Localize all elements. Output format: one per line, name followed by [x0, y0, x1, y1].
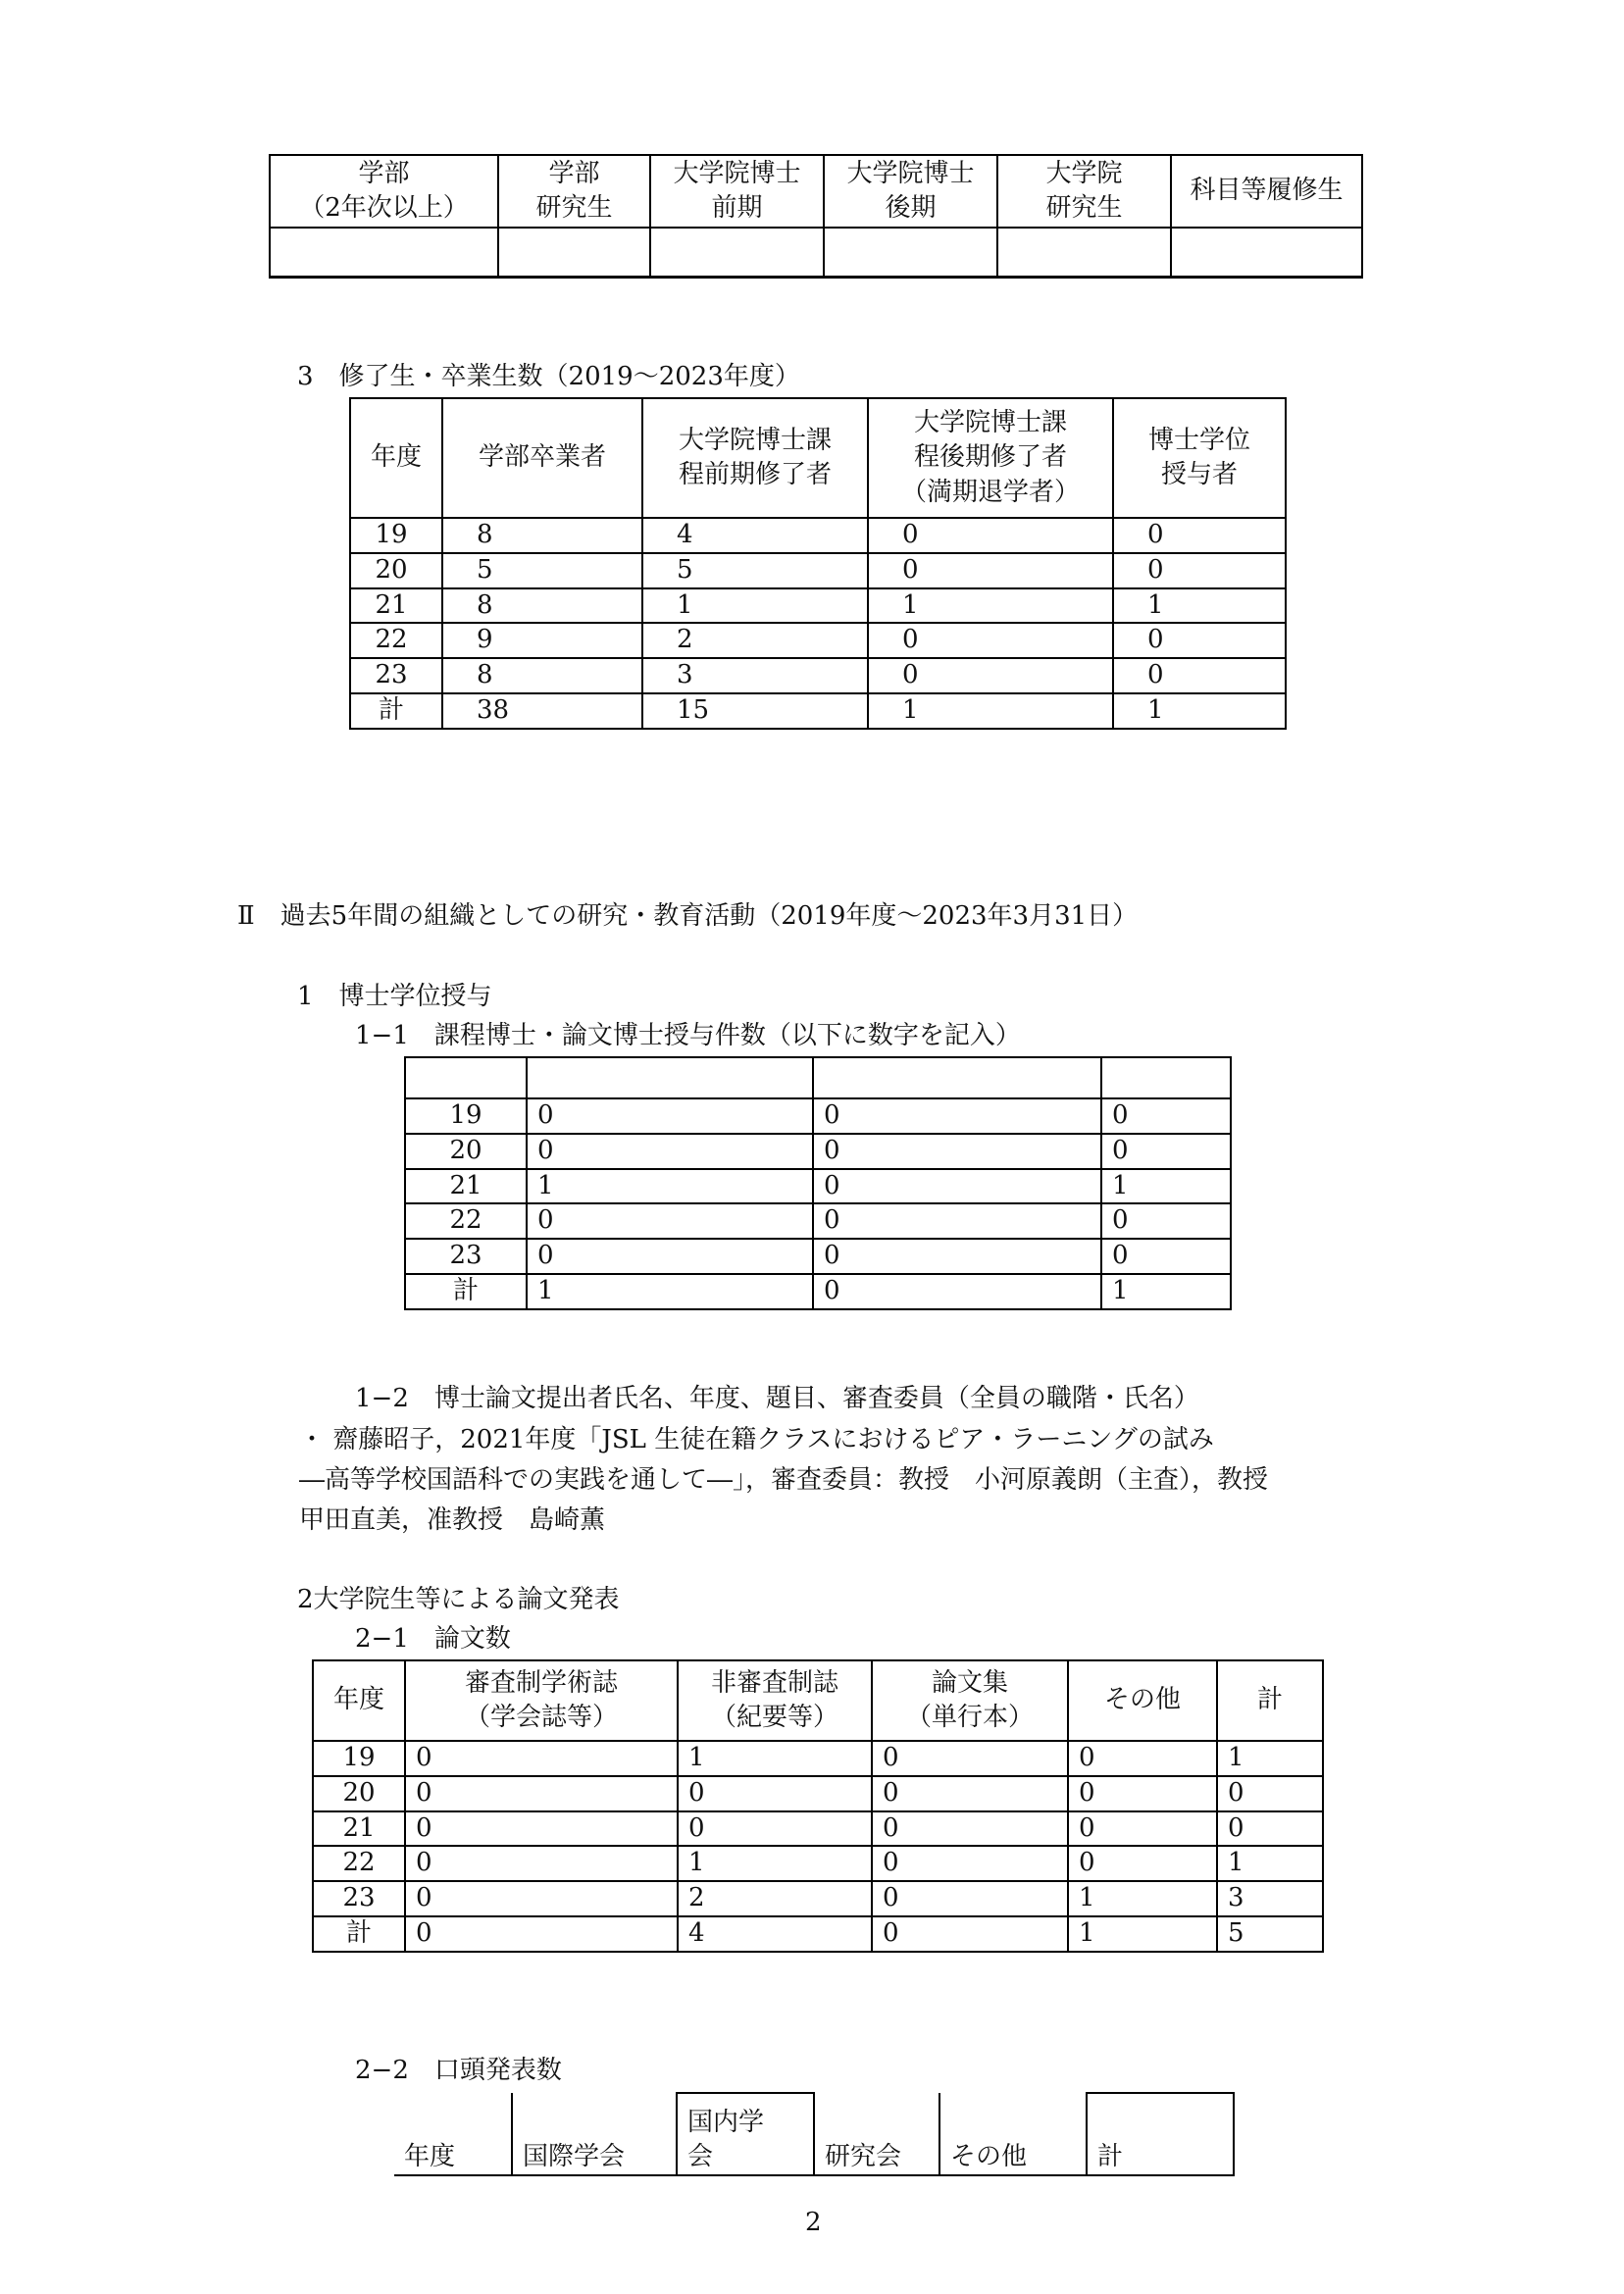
value-cell: 0 — [1101, 1239, 1231, 1274]
graduates-table — [349, 397, 1287, 730]
value-cell: 4 — [642, 518, 868, 553]
value-cell: 1 — [527, 1169, 813, 1204]
table-row — [350, 518, 1286, 553]
enrollment-table — [269, 154, 1363, 279]
value-cell: 3 — [1217, 1881, 1323, 1916]
year-cell: 22 — [313, 1846, 405, 1881]
year-cell: 計 — [405, 1274, 527, 1309]
papers-table-body — [313, 1741, 1323, 1952]
value-cell: 1 — [1113, 693, 1286, 729]
table-row — [350, 693, 1286, 729]
value-cell: 0 — [813, 1239, 1101, 1274]
value-cell: 5 — [442, 553, 642, 588]
doctorate-table-body — [405, 1098, 1231, 1309]
header-cell: その他 — [939, 2093, 1087, 2175]
value-cell: 1 — [1101, 1169, 1231, 1204]
graduates-table-body — [350, 518, 1286, 729]
sub12-title: 1−2 博士論文提出者氏名、年度、題目、審査委員（全員の職階・氏名） — [355, 1384, 1199, 1413]
value-cell: 0 — [405, 1846, 678, 1881]
year-cell: 計 — [313, 1916, 405, 1952]
value-cell: 0 — [1217, 1776, 1323, 1811]
value-cell: 0 — [1101, 1098, 1231, 1134]
value-cell: 0 — [1101, 1203, 1231, 1239]
value-cell — [270, 228, 498, 277]
year-cell: 21 — [405, 1169, 527, 1204]
table-row — [405, 1169, 1231, 1204]
value-cell: 0 — [813, 1134, 1101, 1169]
value-cell — [997, 228, 1171, 277]
table-row — [313, 1741, 1323, 1776]
table-row — [350, 658, 1286, 693]
header-cell — [527, 1057, 813, 1098]
value-cell: 0 — [872, 1846, 1068, 1881]
value-cell: 0 — [813, 1098, 1101, 1134]
value-cell: 0 — [1217, 1811, 1323, 1847]
papers-table — [312, 1659, 1324, 1953]
thesis-line-3: 甲田直美，准教授 島崎薫 — [299, 1505, 606, 1535]
value-cell: 1 — [868, 588, 1113, 624]
header-cell: 非審査制誌 （紀要等） — [678, 1660, 872, 1741]
value-cell: 1 — [1217, 1741, 1323, 1776]
header-cell: その他 — [1068, 1660, 1217, 1741]
thesis-line-2: ―高等学校国語科での実践を通して―」，審査委員：教授 小河原義朗（主査），教授 — [299, 1465, 1269, 1495]
value-cell: 1 — [1101, 1274, 1231, 1309]
table-row — [350, 623, 1286, 658]
header-cell: 年度 — [350, 398, 442, 518]
value-cell: 2 — [678, 1881, 872, 1916]
year-cell: 21 — [313, 1811, 405, 1847]
value-cell: 4 — [678, 1916, 872, 1952]
value-cell: 0 — [527, 1203, 813, 1239]
value-cell: 0 — [1113, 553, 1286, 588]
table-row — [313, 1881, 1323, 1916]
table-row — [405, 1134, 1231, 1169]
value-cell: 0 — [868, 623, 1113, 658]
year-cell: 22 — [350, 623, 442, 658]
value-cell: 0 — [872, 1741, 1068, 1776]
value-cell: 1 — [678, 1741, 872, 1776]
value-cell: 0 — [405, 1811, 678, 1847]
header-cell: 大学院博士 前期 — [650, 155, 824, 228]
value-cell: 0 — [813, 1274, 1101, 1309]
value-cell: 0 — [405, 1776, 678, 1811]
value-cell: 0 — [1068, 1776, 1217, 1811]
year-cell: 23 — [313, 1881, 405, 1916]
sub11-title: 1−1 課程博士・論文博士授与件数（以下に数字を記入） — [355, 1021, 1021, 1050]
header-cell: 大学院 研究生 — [997, 155, 1171, 228]
value-cell: 5 — [642, 553, 868, 588]
table-row — [313, 1811, 1323, 1847]
value-cell: 0 — [813, 1169, 1101, 1204]
value-cell: 0 — [868, 553, 1113, 588]
value-cell: 1 — [1113, 588, 1286, 624]
value-cell: 0 — [872, 1776, 1068, 1811]
value-cell — [498, 228, 650, 277]
value-cell: 0 — [868, 658, 1113, 693]
table-row — [313, 1916, 1323, 1952]
value-cell: 0 — [872, 1811, 1068, 1847]
header-cell: 論文集 （単行本） — [872, 1660, 1068, 1741]
value-cell: 1 — [642, 588, 868, 624]
year-cell: 20 — [313, 1776, 405, 1811]
sub21-title: 2−1 論文数 — [355, 1624, 511, 1654]
header-cell: 大学院博士課 程後期修了者 （満期退学者） — [868, 398, 1113, 518]
value-cell: 0 — [1101, 1134, 1231, 1169]
value-cell: 0 — [1113, 658, 1286, 693]
value-cell: 0 — [872, 1881, 1068, 1916]
table-row — [405, 1098, 1231, 1134]
table-row — [350, 553, 1286, 588]
table-row — [405, 1203, 1231, 1239]
oral-table — [394, 2092, 1235, 2176]
header-cell — [405, 1057, 527, 1098]
year-cell: 19 — [313, 1741, 405, 1776]
value-cell: 0 — [1113, 623, 1286, 658]
value-cell: 9 — [442, 623, 642, 658]
year-cell: 19 — [350, 518, 442, 553]
value-cell: 1 — [527, 1274, 813, 1309]
value-cell: 8 — [442, 518, 642, 553]
value-cell — [1171, 228, 1362, 277]
value-cell: 0 — [405, 1881, 678, 1916]
header-cell: 年度 — [313, 1660, 405, 1741]
value-cell: 0 — [1068, 1846, 1217, 1881]
header-cell — [1101, 1057, 1231, 1098]
value-cell — [650, 228, 824, 277]
header-cell: 大学院博士 後期 — [824, 155, 997, 228]
year-cell: 20 — [350, 553, 442, 588]
value-cell: 1 — [678, 1846, 872, 1881]
value-cell: 1 — [1217, 1846, 1323, 1881]
year-cell: 計 — [350, 693, 442, 729]
value-cell: 0 — [405, 1916, 678, 1952]
table-row — [405, 1274, 1231, 1309]
doctorate-table — [404, 1056, 1232, 1310]
header-cell: 計 — [1087, 2093, 1234, 2175]
value-cell: 0 — [813, 1203, 1101, 1239]
header-cell: 国内学 会 — [677, 2093, 814, 2175]
section2-title: Ⅱ 過去5年間の組織としての研究・教育活動（2019年度～2023年3月31日） — [237, 901, 1139, 931]
sub2-title: 2大学院生等による論文発表 — [297, 1585, 620, 1614]
value-cell: 0 — [872, 1916, 1068, 1952]
header-cell: 学部 研究生 — [498, 155, 650, 228]
value-cell: 5 — [1217, 1916, 1323, 1952]
header-cell: 科目等履修生 — [1171, 155, 1362, 228]
value-cell: 0 — [527, 1134, 813, 1169]
value-cell: 3 — [642, 658, 868, 693]
value-cell: 8 — [442, 658, 642, 693]
year-cell: 23 — [350, 658, 442, 693]
section3-title: 3 修了生・卒業生数（2019～2023年度） — [297, 362, 800, 391]
table-row — [313, 1776, 1323, 1811]
page-number: 2 — [805, 2208, 822, 2237]
value-cell: 1 — [868, 693, 1113, 729]
header-cell — [813, 1057, 1101, 1098]
table-row — [405, 1239, 1231, 1274]
header-cell: 国際学会 — [512, 2093, 677, 2175]
header-cell: 研究会 — [814, 2093, 939, 2175]
thesis-line-1: ・ 齋藤昭子，2021年度「JSL 生徒在籍クラスにおけるピア・ラーニングの試み — [299, 1425, 1214, 1454]
sub22-title: 2−2 口頭発表数 — [355, 2056, 562, 2085]
value-cell: 15 — [642, 693, 868, 729]
header-cell: 審査制学術誌 （学会誌等） — [405, 1660, 678, 1741]
year-cell: 22 — [405, 1203, 527, 1239]
year-cell: 21 — [350, 588, 442, 624]
header-cell: 博士学位 授与者 — [1113, 398, 1286, 518]
table-row — [350, 588, 1286, 624]
value-cell: 0 — [678, 1811, 872, 1847]
table-row — [313, 1846, 1323, 1881]
year-cell: 23 — [405, 1239, 527, 1274]
value-cell: 0 — [678, 1776, 872, 1811]
value-cell: 0 — [527, 1239, 813, 1274]
header-cell: 計 — [1217, 1660, 1323, 1741]
value-cell: 0 — [405, 1741, 678, 1776]
header-cell: 大学院博士課 程前期修了者 — [642, 398, 868, 518]
value-cell: 38 — [442, 693, 642, 729]
header-cell: 年度 — [394, 2093, 512, 2175]
value-cell: 0 — [1068, 1811, 1217, 1847]
year-cell: 19 — [405, 1098, 527, 1134]
value-cell: 2 — [642, 623, 868, 658]
value-cell: 8 — [442, 588, 642, 624]
value-cell: 1 — [1068, 1881, 1217, 1916]
header-cell: 学部卒業者 — [442, 398, 642, 518]
value-cell: 0 — [1113, 518, 1286, 553]
value-cell: 0 — [1068, 1741, 1217, 1776]
value-cell: 1 — [1068, 1916, 1217, 1952]
header-cell: 学部 （2年次以上） — [270, 155, 498, 228]
value-cell — [824, 228, 997, 277]
value-cell: 0 — [527, 1098, 813, 1134]
year-cell: 20 — [405, 1134, 527, 1169]
sub1-title: 1 博士学位授与 — [297, 982, 492, 1011]
value-cell: 0 — [868, 518, 1113, 553]
